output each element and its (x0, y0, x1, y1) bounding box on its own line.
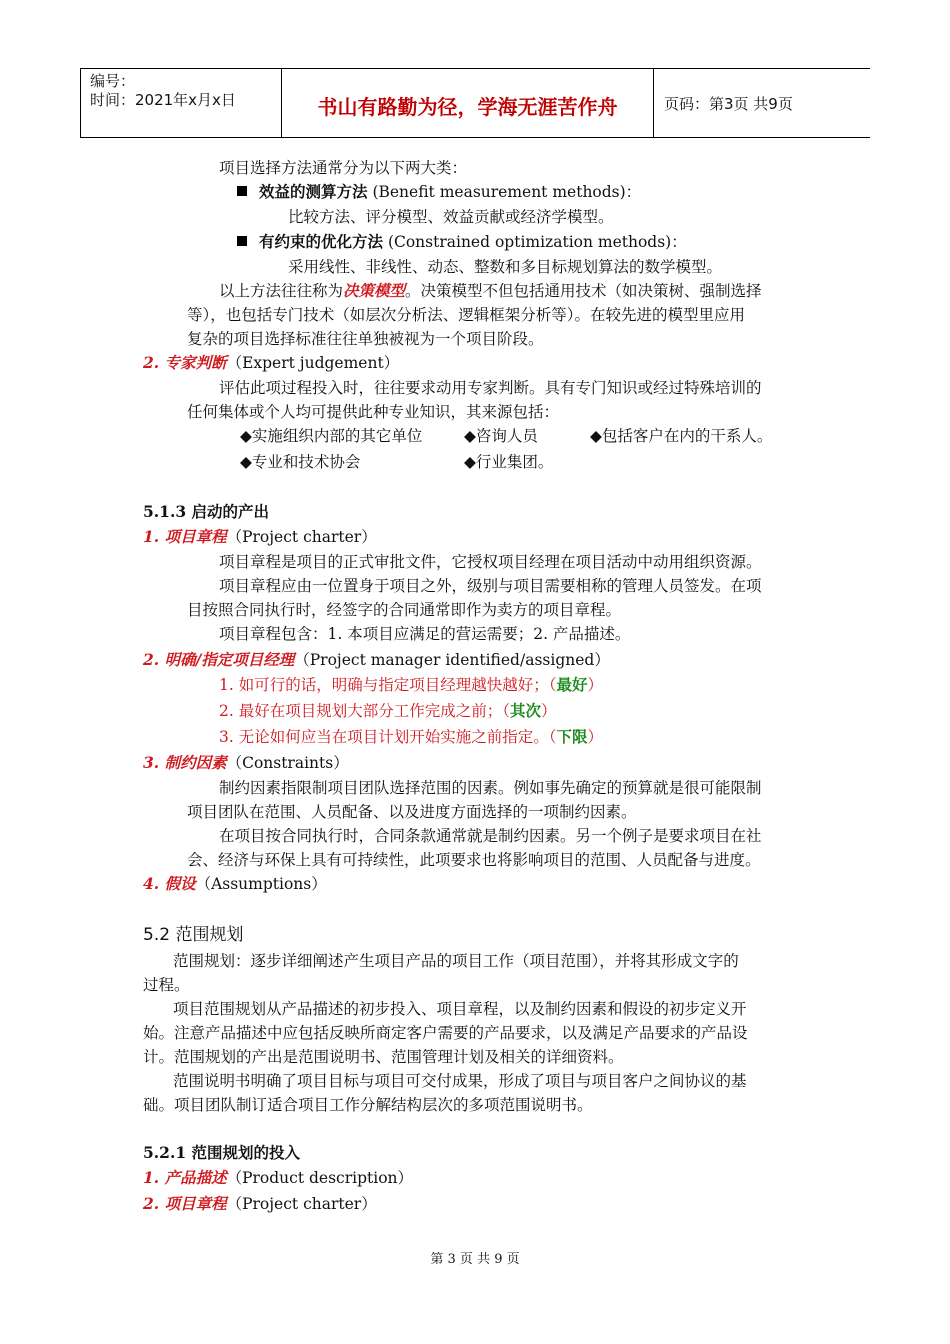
bullet-item: 效益的测算方法 (Benefit measurement methods)： (237, 181, 641, 203)
section-heading: 5.2 范围规划 (143, 925, 244, 945)
paragraph-line: 复杂的项目选择标准往往单独被视为一个项目阶段。 (187, 330, 544, 348)
list-item: ◆包括客户在内的干系人。 (590, 427, 773, 445)
subheading: 2. 项目章程（Project charter） (143, 1194, 377, 1213)
paragraph-line: 范围规划：逐步详细阐述产生项目产品的项目工作（项目范围），并将其形成文字的 (173, 952, 739, 970)
subheading: 4. 假设（Assumptions） (143, 874, 327, 893)
list-item: 1. 如可行的话，明确与指定项目经理越快越好；（最好） (219, 675, 603, 694)
page-footer: 第 3 页 共 9 页 (430, 1252, 520, 1267)
header-meta (80, 69, 282, 137)
list-item: ◆专业和技术协会 (240, 453, 361, 471)
list-item: 2. 最好在项目规划大部分工作完成之前；（其次） (219, 701, 557, 720)
list-item: ◆咨询人员 (464, 427, 538, 445)
section-heading: 5.2.1 范围规划的投入 (143, 1143, 301, 1162)
paragraph-line: 会、经济与环保上具有可持续性，此项要求也将影响项目的范围、人员配备与进度。 (187, 851, 761, 869)
paragraph-line: 始。注意产品描述中应包括反映所商定客户需要的产品要求，以及满足产品要求的产品设 (143, 1024, 748, 1042)
subheading: 3. 制约因素（Constraints） (143, 753, 349, 772)
page-header (80, 68, 870, 138)
list-item: ◆行业集团。 (464, 453, 554, 471)
paragraph-line: 等），也包括专门技术（如层次分析法、逻辑框架分析等）。在较先进的模型里应用 (187, 306, 746, 324)
subheading: 1. 产品描述（Product description） (143, 1168, 414, 1187)
paragraph-line: 制约因素指限制项目团队选择范围的因素。例如事先确定的预算就是很可能限制 (219, 779, 762, 797)
list-item: 3. 无论如何应当在项目计划开始实施之前指定。（下限） (219, 727, 603, 746)
paragraph-line: 过程。 (143, 976, 190, 994)
paragraph-line: 计。范围规划的产出是范围说明书、范围管理计划及相关的详细资料。 (143, 1048, 624, 1066)
paragraph-line: 比较方法、评分模型、效益贡献或经济学模型。 (288, 208, 614, 226)
paragraph-line: 评估此项过程投入时，往往要求动用专家判断。具有专门知识或经过特殊培训的 (219, 379, 762, 397)
subheading: 2. 专家判断（Expert judgement） (143, 353, 400, 372)
paragraph-line: 任何集体或个人均可提供此种专业知识，其来源包括： (187, 403, 560, 421)
paragraph-line: 项目章程是项目的正式审批文件，它授权项目经理在项目活动中动用组织资源。 (219, 553, 762, 571)
paragraph-line: 项目选择方法通常分为以下两大类： (219, 159, 468, 177)
subheading: 1. 项目章程（Project charter） (143, 527, 377, 546)
header-motto: 书山有路勤为径，学海无涯苦作舟 (282, 69, 654, 137)
code-label: 编号： (90, 72, 136, 90)
date-label: 时间：2021年x月x日 (90, 91, 236, 109)
paragraph-line: 础。项目团队制订适合项目工作分解结构层次的多项范围说明书。 (143, 1096, 593, 1114)
subheading: 2. 明确/指定项目经理（Project manager identified/assigned） (143, 650, 610, 669)
paragraph-line: 在项目按合同执行时，合同条款通常就是制约因素。另一个例子是要求项目在社 (219, 827, 762, 845)
paragraph-line: 范围说明书明确了项目目标与项目可交付成果，形成了项目与项目客户之间协议的基 (173, 1072, 747, 1090)
paragraph-line: 项目章程应由一位置身于项目之外，级别与项目需要相称的管理人员签发。在项 (219, 577, 762, 595)
paragraph-line: 目按照合同执行时，经签字的合同通常即作为卖方的项目章程。 (187, 601, 622, 619)
paragraph-line: 以上方法往往称为决策模型。决策模型不但包括通用技术（如决策树、强制选择 (219, 281, 762, 300)
square-bullet-icon (237, 186, 247, 196)
list-item: ◆实施组织内部的其它单位 (240, 427, 423, 445)
paragraph-line: 项目章程包含：1. 本项目应满足的营运需要；2. 产品描述。 (219, 625, 631, 643)
paragraph-line: 项目范围规划从产品描述的初步投入、项目章程，以及制约因素和假设的初步定义开 (173, 1000, 747, 1018)
bullet-item: 有约束的优化方法 (Constrained optimization methods)： (237, 231, 687, 253)
paragraph-line: 项目团队在范围、人员配备、以及进度方面选择的一项制约因素。 (187, 803, 637, 821)
header-page-number: 页码：第3页 共9页 (664, 95, 793, 113)
section-heading: 5.1.3 启动的产出 (143, 502, 270, 521)
paragraph-line: 采用线性、非线性、动态、整数和多目标规划算法的数学模型。 (288, 258, 723, 276)
square-bullet-icon (237, 236, 247, 246)
